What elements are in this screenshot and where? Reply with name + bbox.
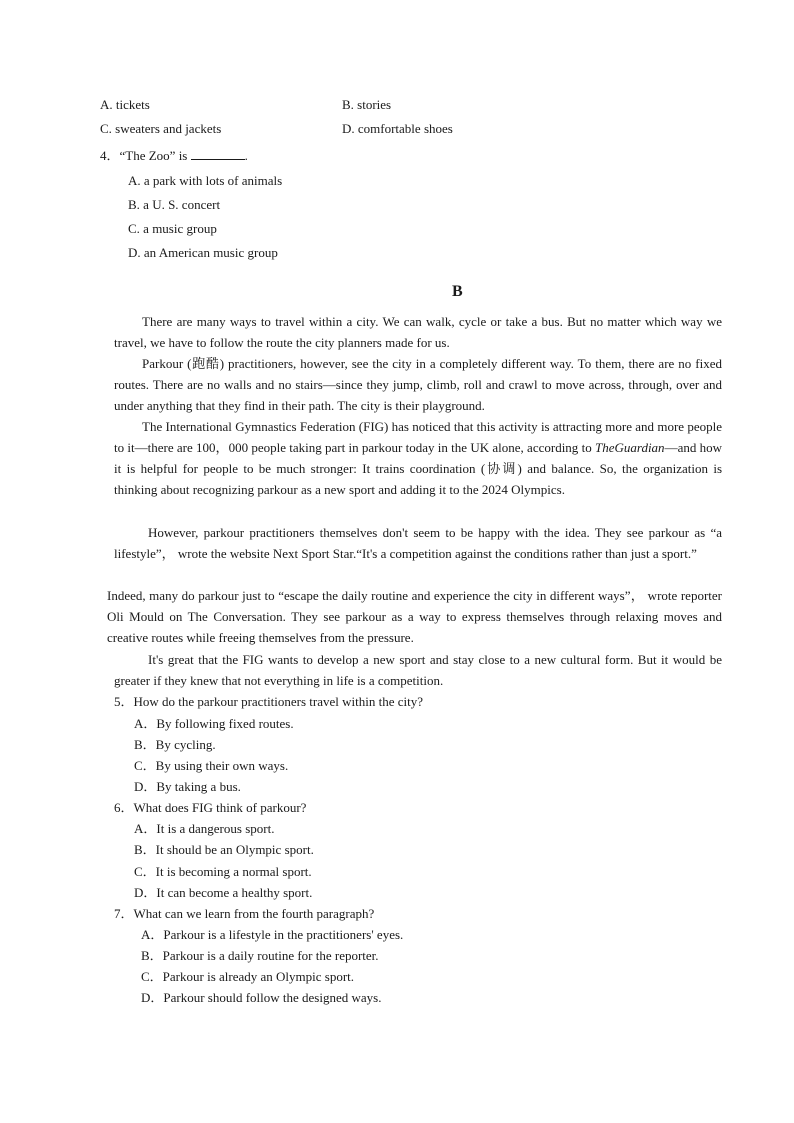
passage-paragraph-3 (114, 416, 722, 500)
paragraph-4-text: However, parkour practitioners themselves don't seem to be happy with the idea. They see parkour as “a lifestyle”， wrote the website Next Sport Star.“It's a competition against the conditions rather than just a sport.” (114, 525, 722, 561)
paragraph-3-text-after: —and how it is helpful for people to be much stronger: It trains coordination (协调) and balance. So, the organization is thinking about recognizing parkour as a new sport and adding it to the 2024 Olympics. (114, 440, 722, 497)
q4-option-d: D. an American music group (128, 245, 278, 260)
q7-option-d: D．Parkour should follow the designed ways. (141, 990, 382, 1005)
q4-stem-suffix: . (244, 148, 248, 163)
paragraph-3-source: TheGuardian (594, 440, 665, 455)
passage-paragraph-6 (114, 649, 722, 691)
q4-stem (100, 145, 248, 166)
passage-paragraph-1 (114, 311, 722, 353)
q7-stem: 7．What can we learn from the fourth paragraph? (114, 906, 375, 921)
paragraph-2-text: Parkour (跑酷) practitioners, however, see the city in a completely different way. To them, there are no fixed routes. There are no walls and no stairs—since they jump, climb, roll and crawl to move across, through, over and under anything that they find in their path. The city is their playground. (114, 356, 722, 413)
q5-option-a: A．By following fixed routes. (134, 716, 294, 731)
q6-option-b: B．It should be an Olympic sport. (134, 842, 314, 857)
passage-paragraph-4 (114, 522, 722, 564)
q6-stem: 6．What does FIG think of parkour? (114, 800, 307, 815)
passage-paragraph-2 (114, 353, 722, 416)
passage-paragraph-5 (107, 585, 722, 648)
q3-option-d: D. comfortable shoes (342, 121, 453, 136)
q5-option-d: D．By taking a bus. (134, 779, 241, 794)
paragraph-5-text: Indeed, many do parkour just to “escape the daily routine and experience the city in different ways”， wrote reporter Oli Mould on The Conversation. They see parkour as a way to express themselves through relaxing moves and creative routes while freeing themselves from the pressure. (107, 588, 722, 645)
q4-option-c: C. a music group (128, 221, 217, 236)
q5-stem: 5．How do the parkour practitioners travel within the city? (114, 694, 424, 709)
paragraph-3-text-before: The International Gymnastics Federation (FIG) has noticed that this activity is attracting more and more people to it—there are 100，000 people taking part in parkour today in the UK alone, according to (114, 419, 722, 455)
paragraph-1-text: There are many ways to travel within a city. We can walk, cycle or take a bus. But no matter which way we travel, we have to follow the route the city planners made for us. (114, 314, 722, 350)
q4-option-a: A. a park with lots of animals (128, 173, 283, 188)
q4-answer-blank (191, 145, 245, 160)
q7-option-a: A．Parkour is a lifestyle in the practitioners' eyes. (141, 927, 404, 942)
q5-option-c: C．By using their own ways. (134, 758, 289, 773)
q6-option-c: C．It is becoming a normal sport. (134, 864, 312, 879)
q6-option-a: A．It is a dangerous sport. (134, 821, 275, 836)
q7-option-b: B．Parkour is a daily routine for the reporter. (141, 948, 379, 963)
q3-option-a: A. tickets (100, 97, 150, 112)
q3-option-c: C. sweaters and jackets (100, 121, 222, 136)
q7-option-c: C．Parkour is already an Olympic sport. (141, 969, 355, 984)
section-title: B (452, 283, 463, 300)
q5-option-b: B．By cycling. (134, 737, 216, 752)
paragraph-6-text: It's great that the FIG wants to develop a new sport and stay close to a new cultural form. But it would be greater if they knew that not everything in life is a competition. (114, 652, 722, 688)
q4-stem-prefix: 4．“The Zoo” is (100, 148, 191, 163)
q6-option-d: D．It can become a healthy sport. (134, 885, 313, 900)
q3-option-b: B. stories (342, 97, 392, 112)
q4-option-b: B. a U. S. concert (128, 197, 221, 212)
